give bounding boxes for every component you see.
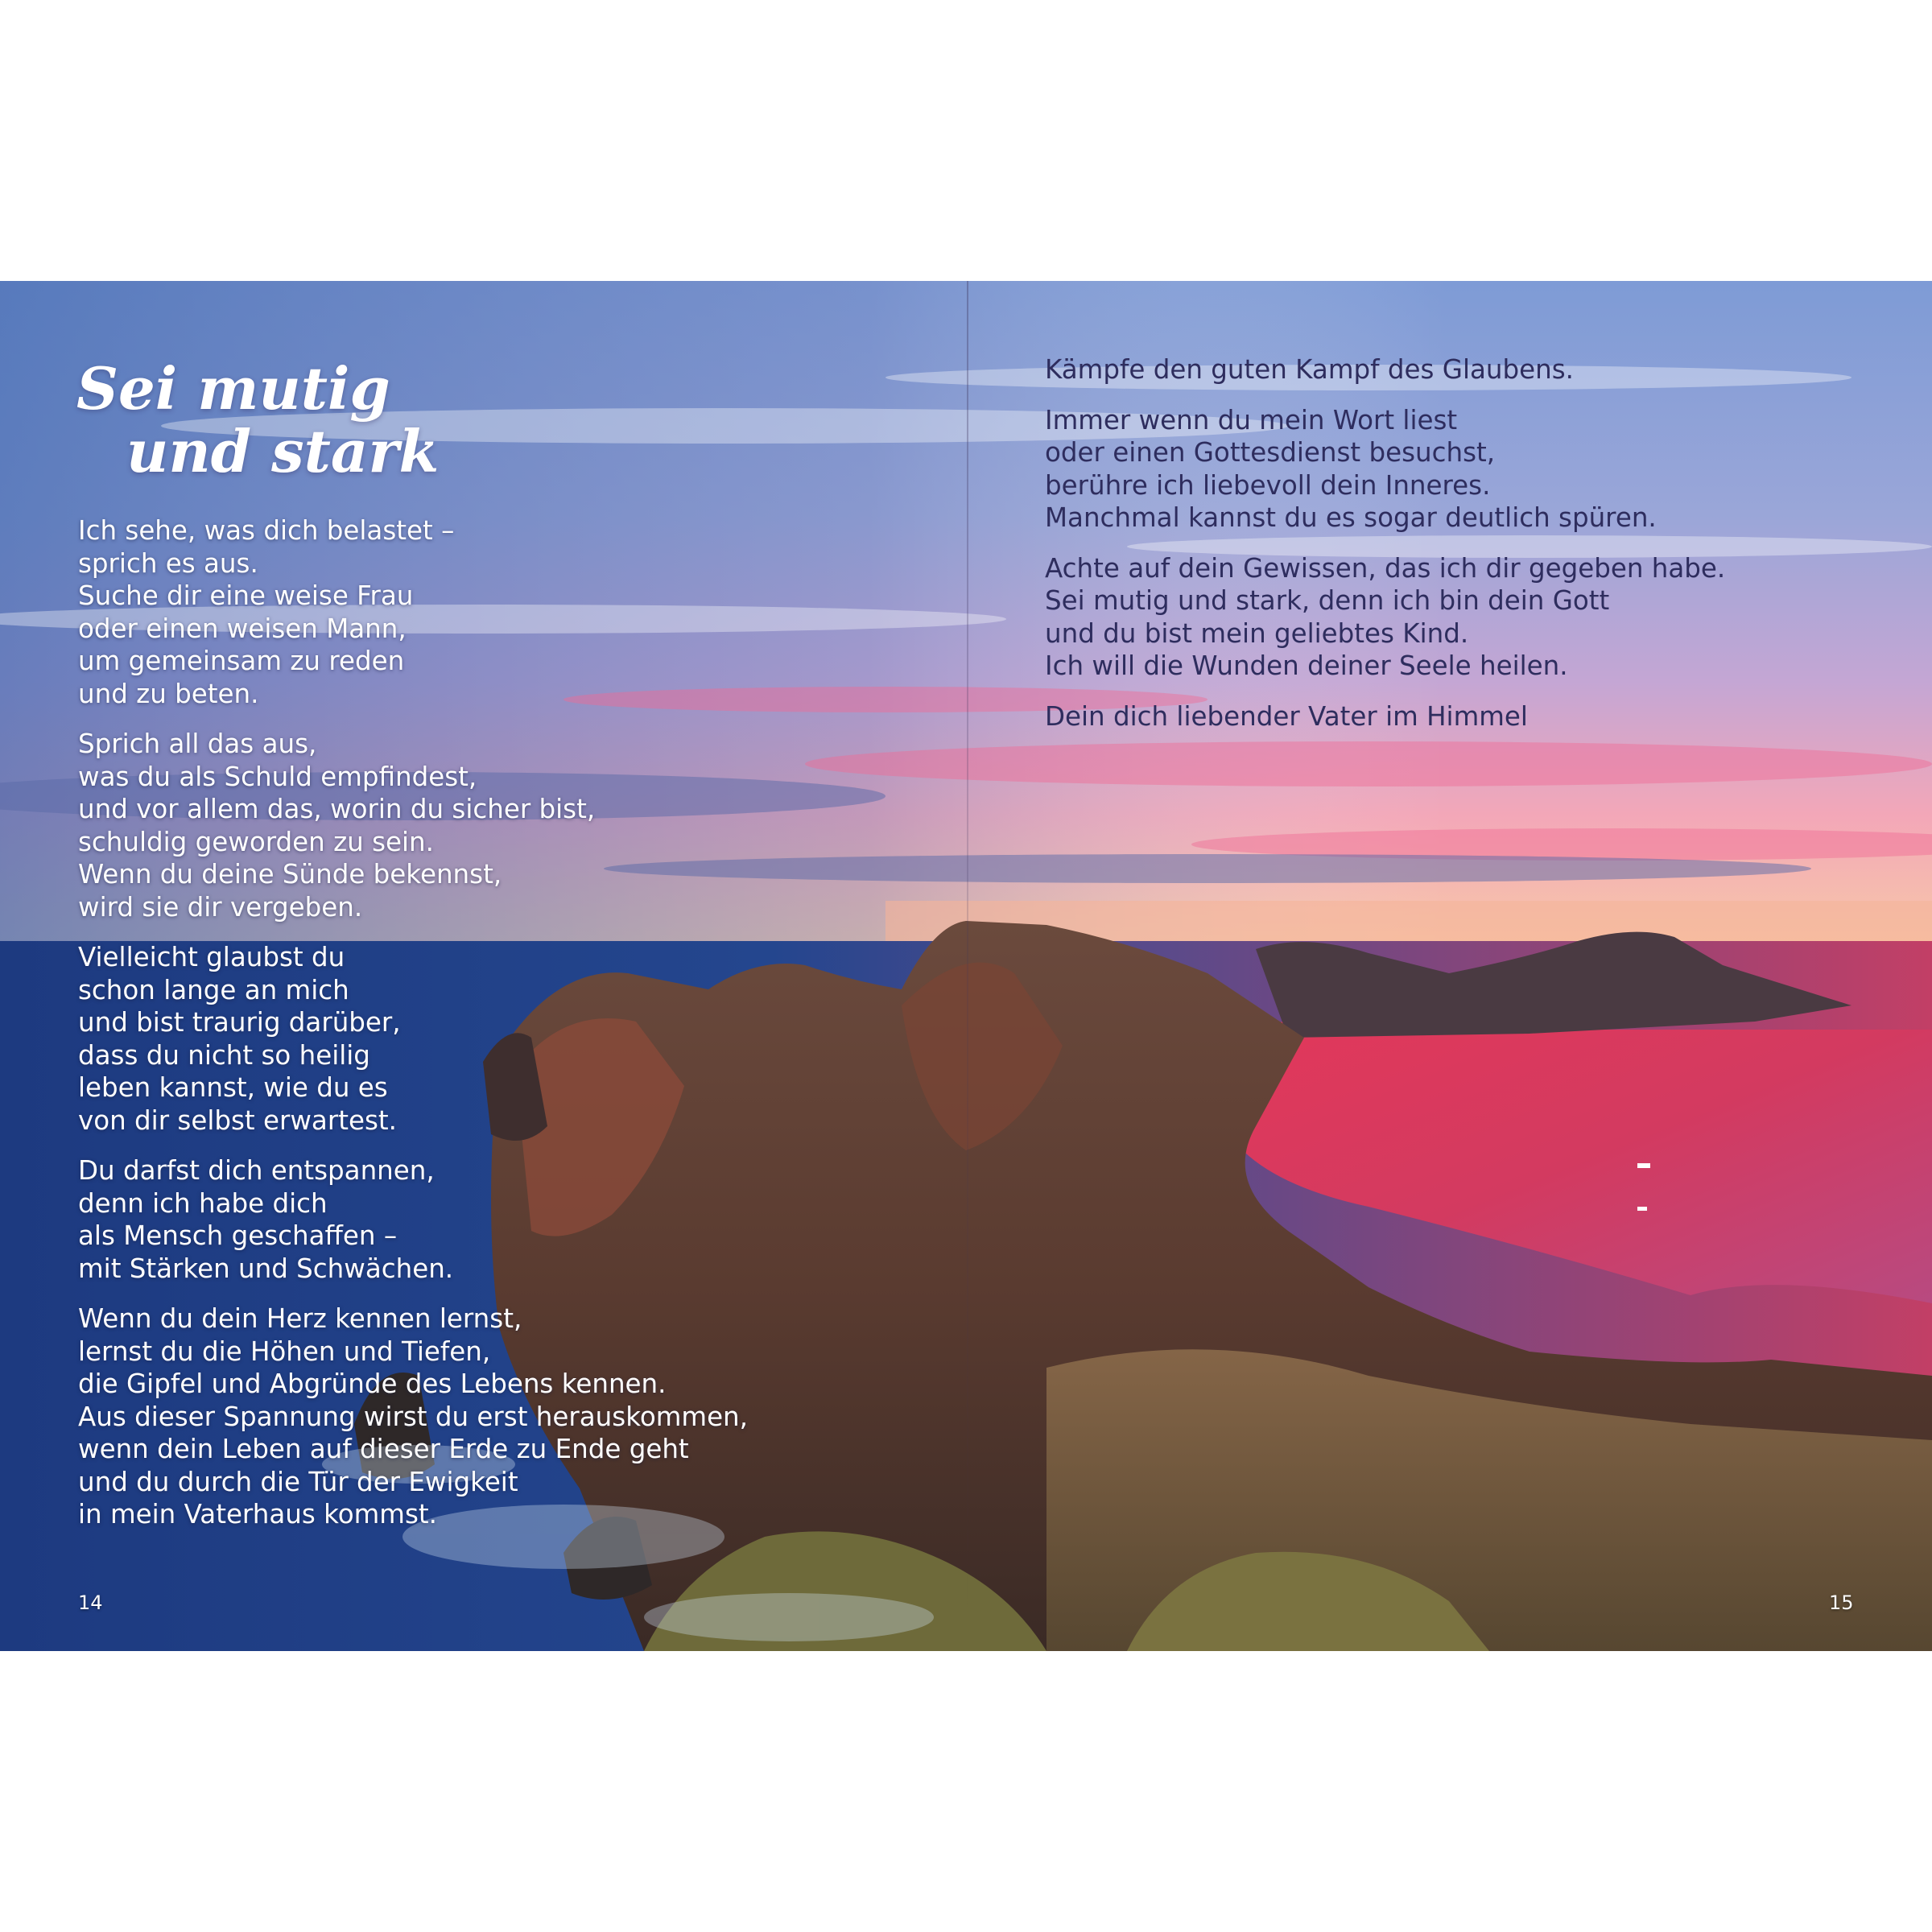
poem-line: was du als Schuld empfindest,	[78, 761, 477, 792]
poem-line: Du darfst dich entspannen,	[78, 1155, 435, 1186]
page-number-right: 15	[1829, 1591, 1854, 1614]
poem-line: oder einen weisen Mann,	[78, 613, 407, 644]
poem-line: oder einen Gottesdienst besuchst,	[1045, 437, 1496, 468]
stanza	[78, 728, 851, 923]
poem-line: sprich es aus.	[78, 547, 258, 579]
stanza	[78, 514, 851, 710]
poem-line: schuldig geworden zu sein.	[78, 826, 434, 857]
poem-line: lernst du die Höhen und Tiefen,	[78, 1335, 491, 1367]
stanza	[1045, 700, 1898, 733]
poem-line: um gemeinsam zu reden	[78, 646, 405, 676]
poem-line: Ich sehe, was dich belastet –	[78, 515, 455, 546]
poem-line: Sei mutig und stark, denn ich bin dein Gott	[1045, 585, 1610, 616]
poem-line: denn ich habe dich	[78, 1187, 328, 1219]
page-gutter	[967, 281, 968, 1651]
poem-line: Wenn du dein Herz kennen lernst,	[78, 1303, 522, 1334]
poem-line: und vor allem das, worin du sicher bist,	[78, 794, 596, 824]
poem-line: Sprich all das aus,	[78, 729, 317, 759]
title-line-2: und stark	[126, 417, 440, 485]
poem-line: wenn dein Leben auf dieser Erde zu Ende geht	[78, 1434, 689, 1464]
poem-line: Ich will die Wunden deiner Seele heilen.	[1045, 650, 1568, 681]
poem-line: als Mensch geschaffen –	[78, 1220, 398, 1251]
poem-line: Aus dieser Spannung wirst du erst herauskommen,	[78, 1401, 748, 1432]
poem-line: Wenn du deine Sünde bekennst,	[78, 859, 502, 890]
stanza	[1045, 353, 1898, 386]
poem-line: berühre ich liebevoll dein Inneres.	[1045, 469, 1491, 501]
poem-line: Suche dir eine weise Frau	[78, 580, 414, 611]
poem-line: und zu beten.	[78, 678, 259, 709]
poem-line: Dein dich liebender Vater im Himmel	[1045, 700, 1528, 732]
poem-line: dass du nicht so heilig	[78, 1039, 370, 1071]
poem-line: von dir selbst erwartest.	[78, 1104, 397, 1136]
left-page-text	[78, 514, 851, 1549]
poem-line: Kämpfe den guten Kampf des Glaubens.	[1045, 354, 1574, 385]
stanza	[1045, 552, 1898, 683]
poem-line: Achte auf dein Gewissen, das ich dir gegeben habe.	[1045, 552, 1726, 584]
poem-line: wird sie dir vergeben.	[78, 891, 363, 923]
poem-line: in mein Vaterhaus kommst.	[78, 1499, 437, 1530]
poem-line: und du durch die Tür der Ewigkeit	[78, 1466, 518, 1497]
poem-line: mit Stärken und Schwächen.	[78, 1253, 454, 1284]
poem-line: und bist traurig darüber,	[78, 1007, 401, 1038]
poem-line: Manchmal kannst du es sogar deutlich spüren.	[1045, 502, 1657, 533]
poem-line: schon lange an mich	[78, 974, 349, 1005]
stanza	[78, 941, 851, 1137]
book-spread	[0, 281, 1932, 1651]
poem-line: die Gipfel und Abgründe des Lebens kennen.	[78, 1368, 667, 1399]
stanza	[78, 1302, 851, 1531]
poem-line: leben kannst, wie du es	[78, 1072, 388, 1103]
stanza	[1045, 404, 1898, 535]
page-number-left: 14	[78, 1591, 103, 1614]
poem-line: Vielleicht glaubst du	[78, 942, 345, 972]
stanza	[78, 1154, 851, 1285]
right-page-text	[1045, 353, 1898, 750]
poem-line: Immer wenn du mein Wort liest	[1045, 404, 1458, 436]
title-line-1: Sei mutig	[76, 354, 390, 423]
page-title	[76, 354, 479, 485]
poem-line: und du bist mein geliebtes Kind.	[1045, 617, 1469, 649]
